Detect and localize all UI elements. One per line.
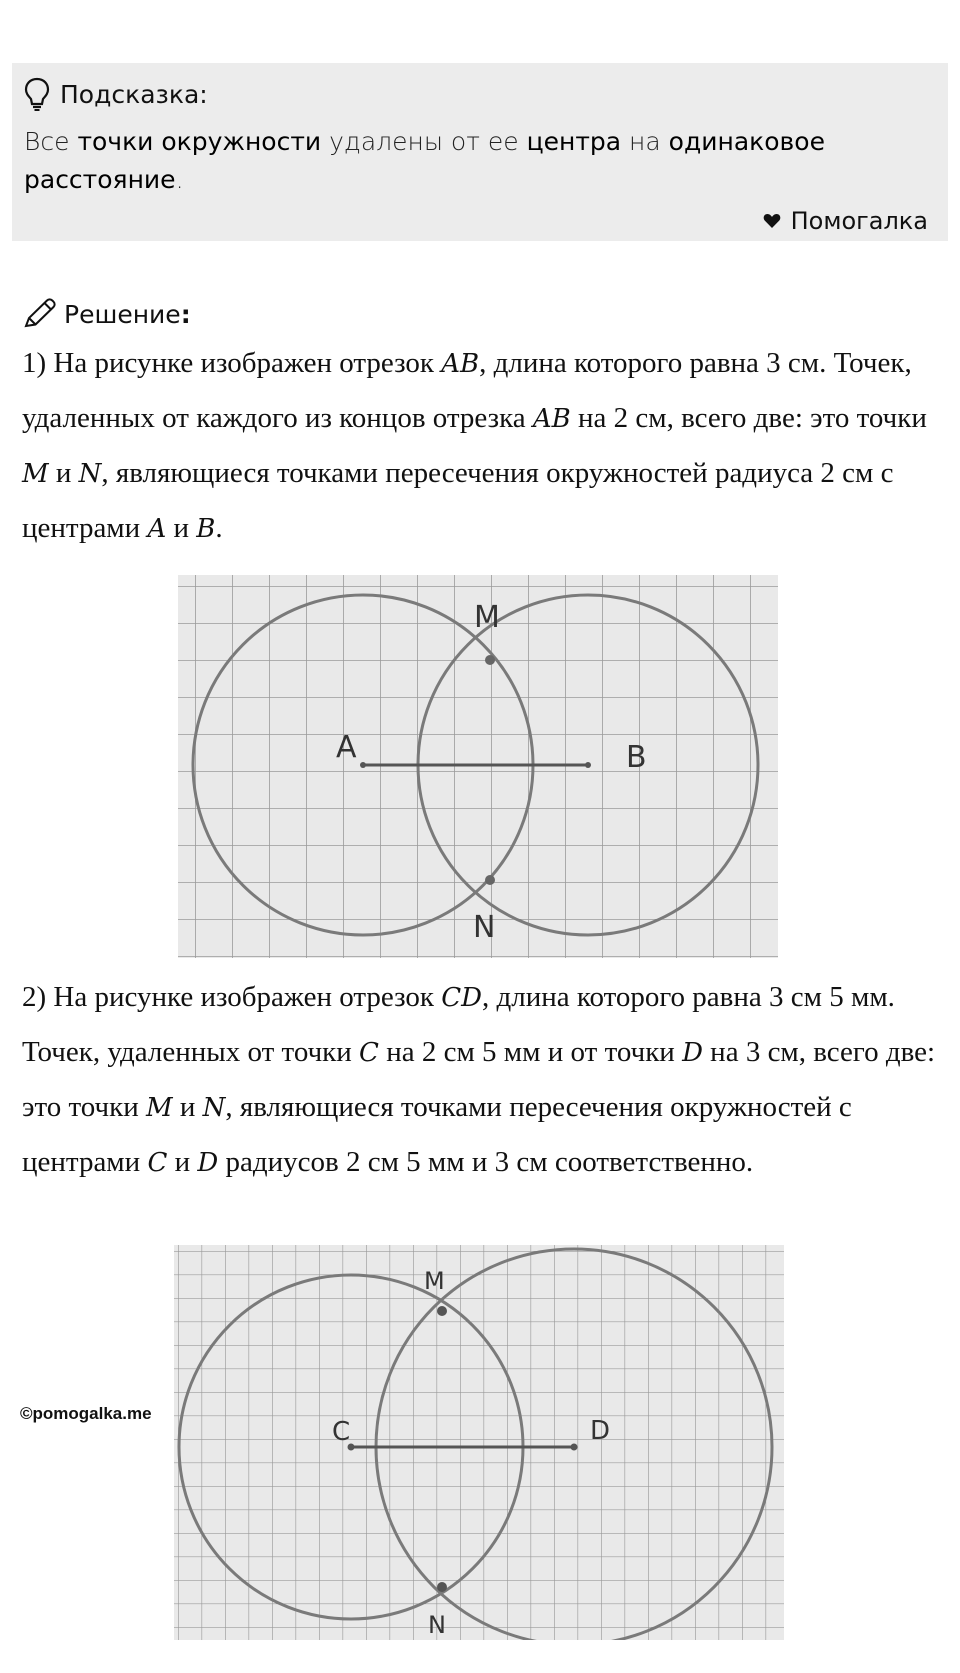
text-segment: радиусов 2 см 5 мм и 3 см соответственно. [218, 1146, 754, 1178]
brand-name: Помогалка [790, 207, 928, 235]
text-segment: и [166, 512, 197, 544]
text-segment: 2) На рисунке изображен отрезок [22, 981, 442, 1013]
point-n [485, 875, 495, 885]
label-c: C [332, 1417, 351, 1447]
label-d: D [590, 1416, 611, 1446]
point-n [437, 1582, 447, 1592]
brand [763, 207, 928, 235]
point-m [485, 655, 495, 665]
label-m: M [474, 600, 500, 635]
hint-title: Подсказка: [60, 79, 208, 109]
figure-1 [178, 575, 778, 958]
point-d [571, 1444, 578, 1451]
math-symbol: B [196, 514, 216, 544]
solution-title: Решение [64, 299, 181, 329]
watermark: ©pomogalka.me [20, 1404, 152, 1423]
math-symbol: AB [441, 349, 480, 379]
text-segment: и [172, 1091, 203, 1123]
solution-colon: : [180, 299, 191, 329]
math-symbol: M [22, 459, 49, 489]
hint-header [24, 73, 934, 115]
heart-icon [763, 213, 781, 229]
label-m: M [424, 1267, 445, 1295]
text-segment: и [167, 1146, 198, 1178]
label-n: N [428, 1611, 446, 1639]
hint-box [12, 63, 948, 241]
math-symbol: D [682, 1038, 703, 1068]
text-segment: 1) На рисунке изображен отрезок [22, 347, 442, 379]
math-symbol: C [147, 1148, 168, 1178]
text-segment: на 2 см, всего две: это точки [570, 402, 927, 434]
point-a [360, 762, 366, 768]
solution-header [22, 298, 191, 330]
math-symbol: N [202, 1093, 226, 1123]
text-segment: на [621, 127, 669, 156]
text-segment: на 3 см, всего две: это точки [22, 1036, 936, 1123]
math-symbol: точки окружности [77, 127, 322, 156]
math-symbol: C [359, 1038, 379, 1068]
text-segment: Все [24, 127, 78, 156]
math-symbol: M [145, 1093, 173, 1123]
label-b: B [626, 740, 647, 775]
lightbulb-icon [24, 77, 50, 111]
point-m [437, 1306, 447, 1316]
math-symbol: AB [532, 404, 571, 434]
pencil-icon [22, 298, 58, 330]
solution-paragraph-1 [22, 336, 942, 556]
math-symbol: A [147, 514, 167, 544]
math-symbol: CD [441, 983, 482, 1013]
text-segment: . [175, 165, 184, 194]
label-n: N [473, 910, 496, 945]
math-symbol: D [197, 1148, 219, 1178]
text-segment: , длина которого равна 3 см 5 мм. Точек, удаленных от точки [22, 981, 895, 1068]
label-a: A [336, 730, 357, 765]
text-segment: на 2 см 5 мм и от точки [378, 1036, 683, 1068]
text-segment: , являющиеся точками пересечения окружностей с центрами [22, 1091, 852, 1178]
math-symbol: N [78, 459, 102, 489]
solution-paragraph-2 [22, 970, 942, 1190]
text-segment: . [215, 512, 223, 544]
math-symbol: центра [526, 127, 622, 156]
figure-2 [174, 1245, 784, 1640]
text-segment: , являющиеся точками пересечения окружностей радиуса 2 см с центрами [22, 457, 894, 544]
hint-text [24, 123, 934, 199]
text-segment: удалены от ее [321, 127, 527, 156]
math-symbol: одинаковое расстояние [24, 127, 825, 194]
text-segment: , длина которого равна 3 см. Точек, удаленных от каждого из концов отрезка [22, 347, 912, 434]
text-segment: и [48, 457, 79, 489]
point-b [585, 762, 591, 768]
